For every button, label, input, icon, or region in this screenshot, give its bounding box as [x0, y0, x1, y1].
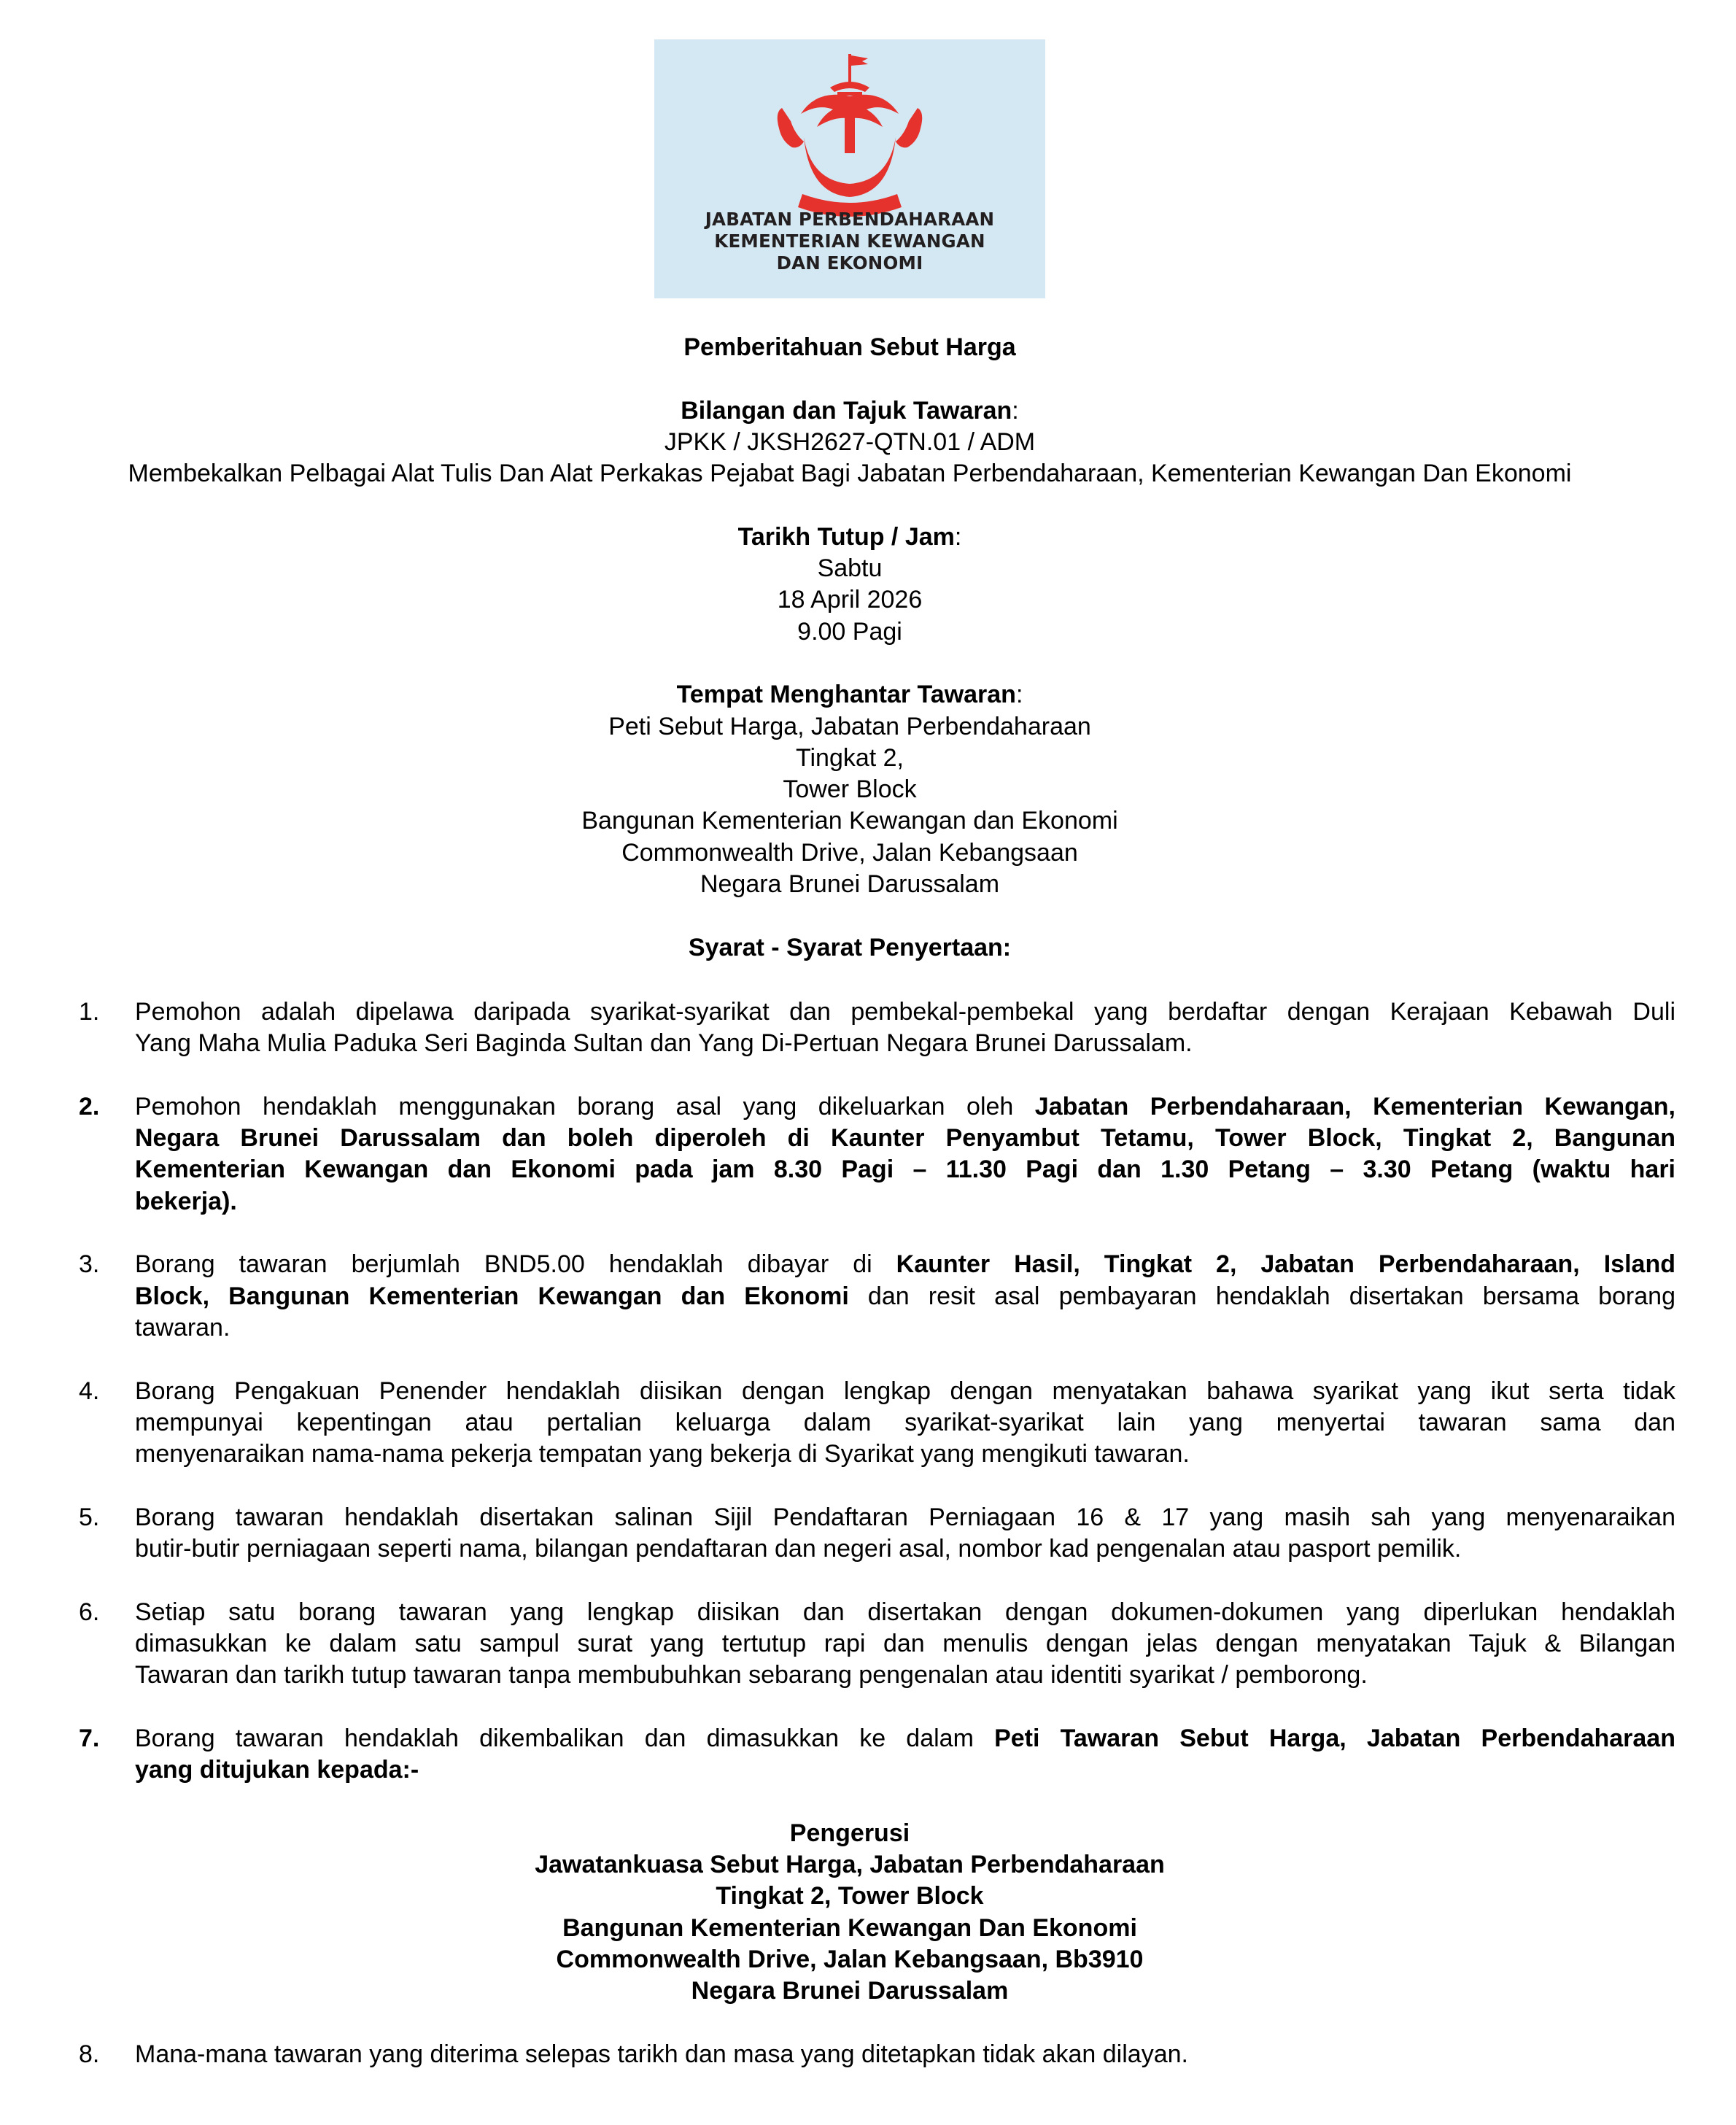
condition-number: 1. [79, 998, 100, 1026]
condition-number: 6. [79, 1598, 100, 1626]
address-line: Jawatankuasa Sebut Harga, Jabatan Perbendaharaan [535, 1851, 1165, 1879]
address-line: Pengerusi [789, 1819, 910, 1847]
address-line: Negara Brunei Darussalam [691, 1977, 1009, 2005]
condition-text: Block, Bangunan Kementerian Kewangan dan Ekonomi dan resit asal pembayaran hendaklah disertakan bersama borang [135, 1282, 1675, 1310]
condition-item [0, 1723, 1736, 1787]
condition-text: Borang Pengakuan Penender hendaklah diisikan dengan lengkap dengan menyatakan bahawa syarikat yang ikut serta tidak [135, 1377, 1675, 1405]
closing-label: Tarikh Tutup / Jam [737, 522, 955, 551]
condition-text: butir-butir perniagaan seperti nama, bilangan pendaftaran dan negeri asal, nombor kad pengenalan atau pasport pemilik. [135, 1535, 1462, 1563]
condition-text: Pemohon hendaklah menggunakan borang asal yang dikeluarkan oleh Jabatan Perbendaharaan, Kementerian Kewangan, [135, 1092, 1675, 1120]
venue-line: Tingkat 2, [795, 743, 904, 772]
brunei-crest-icon [766, 51, 934, 226]
address-line: Tingkat 2, Tower Block [716, 1882, 984, 1911]
condition-text: tawaran. [135, 1313, 230, 1342]
condition-text: Yang Maha Mulia Paduka Seri Baginda Sultan dan Yang Di-Pertuan Negara Brunei Darussalam. [135, 1029, 1193, 1058]
condition-text: yang ditujukan kepada:- [135, 1756, 419, 1784]
tender-label: Bilangan dan Tajuk Tawaran [681, 396, 1012, 425]
logo-line: DAN EKONOMI [776, 252, 923, 274]
condition-text: Borang tawaran hendaklah dikembalikan dan dimasukkan ke dalam Peti Tawaran Sebut Harga, Jabatan Perbendaharaan [135, 1724, 1675, 1752]
conditions-title: Syarat - Syarat Penyertaan: [688, 933, 1012, 961]
venue-line: Tower Block [783, 775, 917, 804]
department-logo [654, 39, 1045, 298]
recipient-address [0, 1818, 1700, 2008]
condition-number: 4. [79, 1377, 100, 1405]
colon: : [954, 522, 962, 551]
conditions-list [0, 996, 1736, 2070]
venue-line: Peti Sebut Harga, Jabatan Perbendaharaan [608, 712, 1091, 740]
tender-title: Membekalkan Pelbagai Alat Tulis Dan Alat Perkakas Pejabat Bagi Jabatan Perbendaharaan, Kementerian Kewangan Dan Ekonomi [128, 460, 1572, 488]
condition-item [0, 1376, 1736, 1471]
condition-number: 5. [79, 1503, 100, 1531]
condition-item [0, 1091, 1736, 1218]
condition-number: 3. [79, 1250, 100, 1279]
closing-label-row [0, 522, 1700, 553]
condition-text: Mana-mana tawaran yang diterima selepas tarikh dan masa yang ditetapkan tidak akan dilayan. [135, 2040, 1188, 2068]
condition-text: Tawaran dan tarikh tutup tawaran tanpa membubuhkan sebarang pengenalan atau identiti syarikat / pemborong. [135, 1661, 1368, 1689]
venue-label-row [0, 679, 1700, 711]
address-line: Commonwealth Drive, Jalan Kebangsaan, Bb3910 [556, 1945, 1144, 1973]
condition-text: Borang tawaran hendaklah disertakan salinan Sijil Pendaftaran Perniagaan 16 & 17 yang masih sah yang menyenaraikan [135, 1503, 1675, 1531]
colon: : [1015, 681, 1023, 709]
closing-date: 18 April 2026 [777, 586, 923, 614]
condition-text: Kementerian Kewangan dan Ekonomi pada jam 8.30 Pagi – 11.30 Pagi dan 1.30 Petang – 3.30 Petang (waktu hari [135, 1156, 1675, 1184]
condition-number: 2. [79, 1092, 100, 1120]
condition-number: 8. [79, 2040, 100, 2068]
condition-text: Borang tawaran berjumlah BND5.00 hendaklah dibayar di Kaunter Hasil, Tingkat 2, Jabatan Perbendaharaan, Island [135, 1250, 1675, 1279]
condition-item [0, 1249, 1736, 1344]
condition-text: menyenaraikan nama-nama pekerja tempatan yang bekerja di Syarikat yang mengikuti tawaran. [135, 1440, 1190, 1468]
condition-text: dimasukkan ke dalam satu sampul surat yang tertutup rapi dan menulis dengan jelas dengan menyatakan Tajuk & Bilangan [135, 1629, 1675, 1657]
condition-text: bekerja). [135, 1187, 237, 1215]
notice-title: Pemberitahuan Sebut Harga [683, 333, 1016, 361]
condition-item [0, 2039, 1736, 2070]
venue-line: Commonwealth Drive, Jalan Kebangsaan [621, 838, 1078, 867]
notice-header [0, 332, 1700, 964]
condition-text: Pemohon adalah dipelawa daripada syarikat-syarikat dan pembekal-pembekal yang berdaftar dengan Kerajaan Kebawah Duli [135, 998, 1675, 1026]
tender-number: JPKK / JKSH2627-QTN.01 / ADM [664, 427, 1036, 456]
logo-line: KEMENTERIAN KEWANGAN [714, 231, 985, 252]
closing-day: Sabtu [817, 554, 883, 583]
address-line: Bangunan Kementerian Kewangan Dan Ekonomi [562, 1913, 1137, 1942]
condition-text: Setiap satu borang tawaran yang lengkap diisikan dan disertakan dengan dokumen-dokumen yang diperlukan hendaklah [135, 1598, 1675, 1626]
condition-text: mempunyai kepentingan atau pertalian keluarga dalam syarikat-syarikat lain yang menyertai tawaran sama dan [135, 1408, 1675, 1436]
logo-line: JABATAN PERBENDAHARAAN [705, 209, 995, 230]
condition-item [0, 1597, 1736, 1692]
venue-label: Tempat Menghantar Tawaran [676, 681, 1016, 709]
venue-line: Negara Brunei Darussalam [700, 870, 1000, 899]
condition-number: 7. [79, 1724, 100, 1752]
condition-item [0, 1502, 1736, 1565]
colon: : [1012, 396, 1019, 425]
closing-time: 9.00 Pagi [797, 617, 902, 646]
venue-line: Bangunan Kementerian Kewangan dan Ekonomi [581, 807, 1118, 835]
condition-item [0, 996, 1736, 1060]
tender-label-row [0, 395, 1700, 427]
condition-text: Negara Brunei Darussalam dan boleh diperoleh di Kaunter Penyambut Tetamu, Tower Block, Tingkat 2, Bangunan [135, 1124, 1675, 1153]
